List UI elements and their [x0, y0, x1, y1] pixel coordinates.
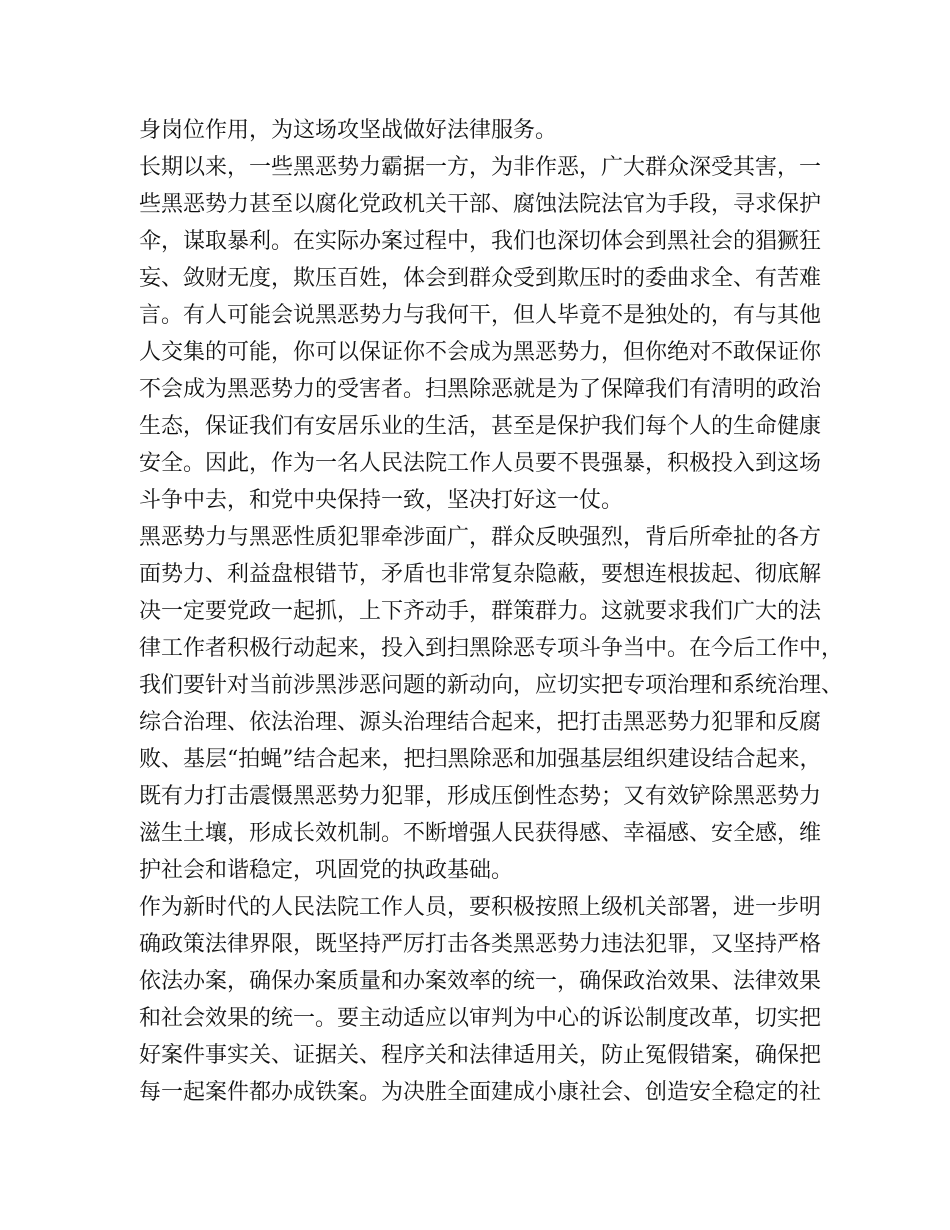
text-line: 身岗位作用，为这场攻坚战做好法律服务。 [139, 118, 558, 143]
text-line: 滋生土壤，形成长效机制。不断增强人民获得感、幸福感、安全感，维 [139, 821, 822, 846]
text-line: 些黑恶势力甚至以腐化党政机关干部、腐蚀法院法官为手段，寻求保护 [139, 192, 822, 217]
text-line: 不会成为黑恶势力的受害者。扫黑除恶就是为了保障我们有清明的政治 [139, 377, 822, 402]
text-line: 依法办案，确保办案质量和办案效率的统一，确保政治效果、法律效果 [139, 969, 822, 994]
text-line: 护社会和谐稳定，巩固党的执政基础。 [139, 858, 514, 883]
text-line: 言。有人可能会说黑恶势力与我何干，但人毕竟不是独处的，有与其他 [139, 303, 822, 328]
text-line: 决一定要党政一起抓，上下齐动手，群策群力。这就要求我们广大的法 [139, 599, 822, 624]
text-line: 每一起案件都办成铁案。为决胜全面建成小康社会、创造安全稳定的社 [139, 1080, 822, 1105]
text-line: 我们要针对当前涉黑涉恶问题的新动向，应切实把专项治理和系统治理、 [139, 673, 844, 698]
text-line: 长期以来，一些黑恶势力霸据一方，为非作恶，广大群众深受其害，一 [139, 155, 822, 180]
text-line: 生态，保证我们有安居乐业的生活，甚至是保护我们每个人的生命健康 [139, 414, 822, 439]
text-line: 和社会效果的统一。要主动适应以审判为中心的诉讼制度改革，切实把 [139, 1006, 822, 1031]
text-line: 妄、敛财无度，欺压百姓，体会到群众受到欺压时的委曲求全、有苦难 [139, 266, 822, 291]
text-line: 伞，谋取暴利。在实际办案过程中，我们也深切体会到黑社会的猖獗狂 [139, 229, 822, 254]
text-line: 斗争中去，和党中央保持一致，坚决打好这一仗。 [139, 488, 624, 513]
text-line: 确政策法律界限，既坚持严厉打击各类黑恶势力违法犯罪，又坚持严格 [139, 932, 822, 957]
text-line: 作为新时代的人民法院工作人员，要积极按照上级机关部署，进一步明 [139, 895, 822, 920]
text-line: 既有力打击震慑黑恶势力犯罪，形成压倒性态势；又有效铲除黑恶势力 [139, 784, 822, 809]
text-line: 黑恶势力与黑恶性质犯罪牵涉面广，群众反映强烈，背后所牵扯的各方 [139, 525, 822, 550]
text-line: 综合治理、依法治理、源头治理结合起来，把打击黑恶势力犯罪和反腐 [139, 710, 822, 735]
text-line: 败、基层“拍蝇”结合起来，把扫黑除恶和加强基层组织建设结合起来， [139, 747, 822, 772]
text-line: 人交集的可能，你可以保证你不会成为黑恶势力，但你绝对不敢保证你 [139, 340, 822, 365]
text-line: 好案件事实关、证据关、程序关和法律适用关，防止冤假错案，确保把 [139, 1043, 822, 1068]
text-line: 安全。因此，作为一名人民法院工作人员要不畏强暴，积极投入到这场 [139, 451, 822, 476]
body-text [139, 112, 844, 1111]
text-line: 律工作者积极行动起来，投入到扫黑除恶专项斗争当中。在今后工作中， [139, 636, 844, 661]
text-line: 面势力、利益盘根错节，矛盾也非常复杂隐蔽，要想连根拔起、彻底解 [139, 562, 822, 587]
